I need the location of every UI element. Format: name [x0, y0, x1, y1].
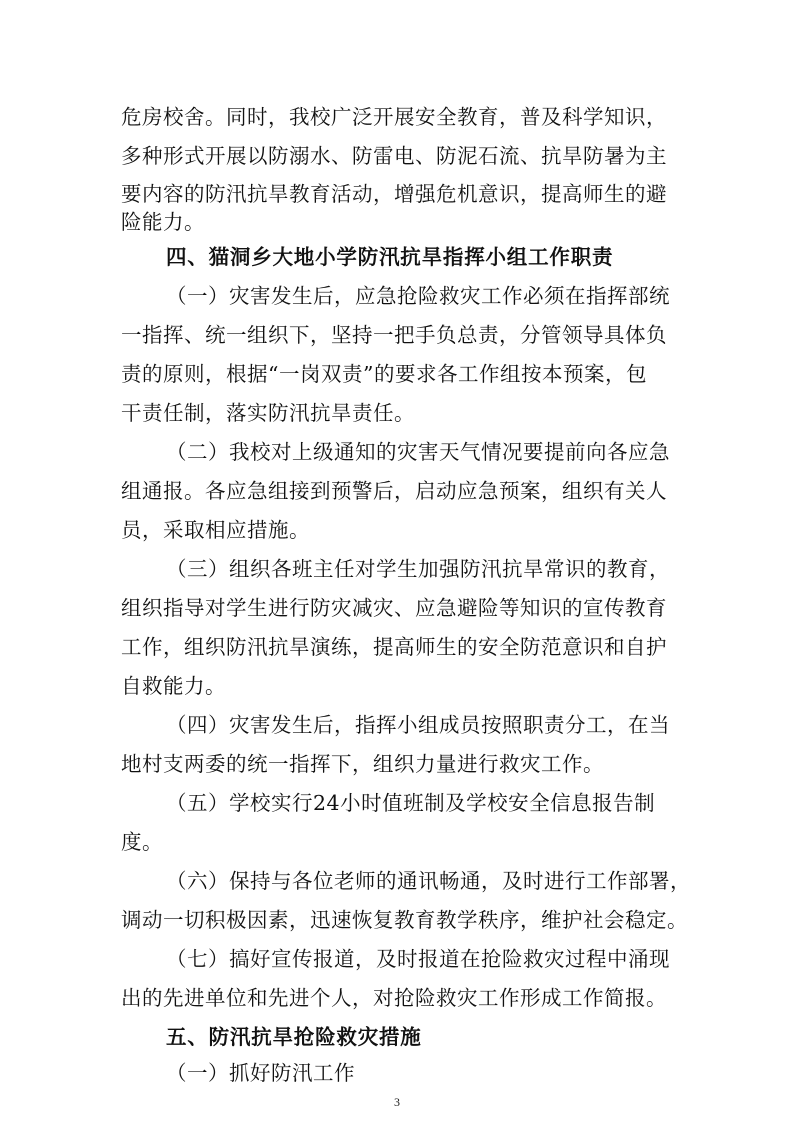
paragraph-line: （四）灾害发生后，指挥小组成员按照职责分工，在当: [166, 713, 670, 737]
paragraph-line: （一）抓好防汛工作: [166, 1061, 355, 1085]
section-heading-four: 四、猫洞乡大地小学防汛抗旱指挥小组工作职责: [166, 245, 614, 269]
paragraph-line: 要内容的防汛抗旱教育活动，增强危机意识，提高师生的避: [121, 182, 667, 206]
paragraph-line: 工作，组织防汛抗旱演练，提高师生的安全防范意识和自护: [121, 635, 667, 659]
paragraph-line: 调动一切积极因素，迅速恢复教育教学秩序，维护社会稳定。: [121, 908, 688, 932]
paragraph-line: 险能力。: [121, 210, 205, 234]
paragraph-line: （二）我校对上级通知的灾害天气情况要提前向各应急: [166, 440, 670, 464]
paragraph-line: （七）搞好宣传报道，及时报道在抢险救灾过程中涌现: [166, 947, 670, 971]
paragraph-line: （三）组织各班主任对学生加强防汛抗旱常识的教育，: [166, 557, 670, 581]
page-number: 3: [394, 1095, 400, 1109]
paragraph-line: （一）灾害发生后，应急抢险救灾工作必须在指挥部统: [166, 284, 670, 308]
paragraph-line: 一指挥、统一组织下，坚持一把手负总责，分管领导具体负: [121, 323, 667, 347]
paragraph-line: 干责任制，落实防汛抗旱责任。: [121, 401, 415, 425]
paragraph-line: （六）保持与各位老师的通讯畅通，及时进行工作部署，: [166, 869, 691, 893]
paragraph-line: （五）学校实行24小时值班制及学校安全信息报告制: [166, 791, 656, 815]
paragraph-line: 度。: [121, 830, 163, 854]
paragraph-line: 组通报。各应急组接到预警后，启动应急预案，组织有关人: [121, 479, 667, 503]
paragraph-line: 员，采取相应措施。: [121, 518, 310, 542]
paragraph-line: 责的原则，根据“一岗双责”的要求各工作组按本预案，包: [121, 362, 647, 386]
paragraph-line: 出的先进单位和先进个人，对抢险救灾工作形成工作简报。: [121, 986, 667, 1010]
paragraph-line: 组织指导对学生进行防灾减灾、应急避险等知识的宣传教育: [121, 596, 667, 620]
paragraph-line: 危房校舍。同时，我校广泛开展安全教育，普及科学知识，: [121, 105, 667, 129]
section-heading-five: 五、防汛抗旱抢险救灾措施: [166, 1025, 422, 1049]
paragraph-line: 多种形式开展以防溺水、防雷电、防泥石流、抗旱防暑为主: [121, 144, 667, 168]
paragraph-line: 地村支两委的统一指挥下，组织力量进行救灾工作。: [121, 752, 604, 776]
paragraph-line: 自救能力。: [121, 674, 226, 698]
